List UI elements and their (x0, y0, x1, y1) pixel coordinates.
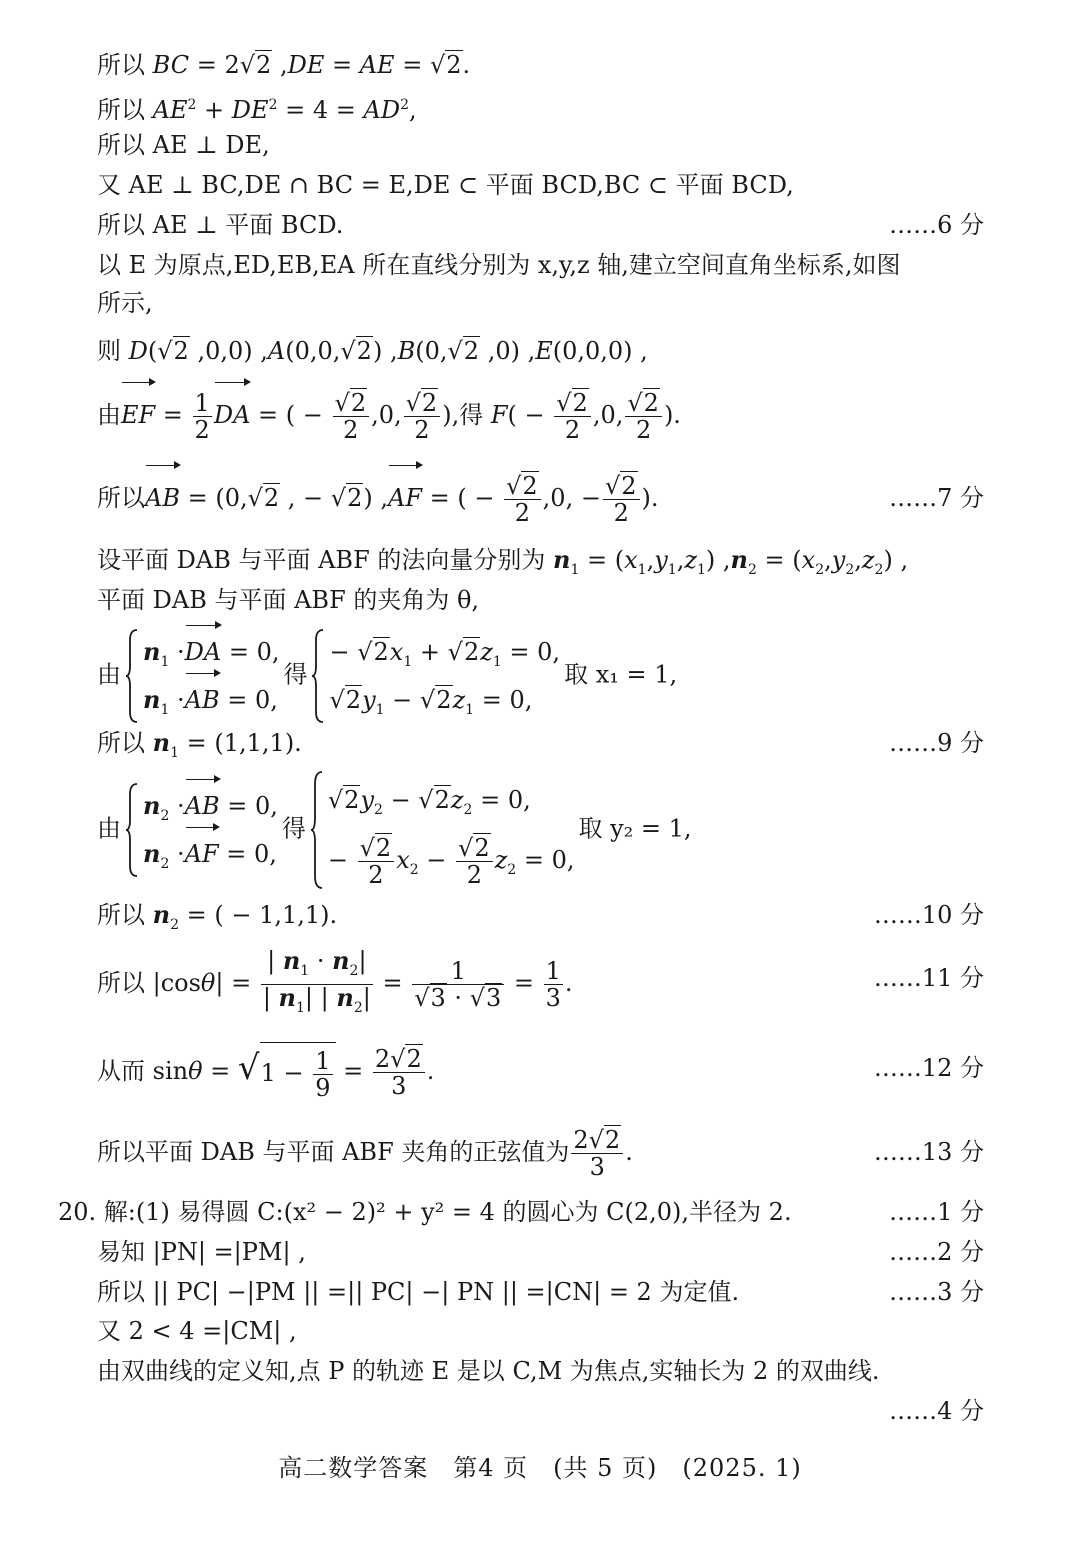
q20-line-3: 所以 || PC| −|PM || =|| PC| −| PN || =|CN| = 2 为定值. (97, 1278, 740, 1306)
line-cos-theta: 所以 |cosθ| = $\frac{| n_1 \cdot n_2|}{| n_1| | n_2|}$ = $\frac{1}{√3 \cdot √3}$ = $\frac{1}{3}$ . (97, 946, 573, 1016)
q20-score-1: ……1 分 (889, 1198, 984, 1226)
line-coordinate-system: 以 E 为原点,ED,EB,EA 所在直线分别为 x,y,z 轴,建立空间直角坐标系,如图 (97, 251, 901, 279)
score-11: ……11 分 (873, 964, 984, 992)
line-ae-perp-plane: 所以 AE ⊥ 平面 BCD. (97, 211, 344, 239)
system-2: 由 $n_2 \cdot AB = 0$, $n_2 \cdot AF = 0$, 得 $√2y_2 - √2z_2 = 0$, − $\frac{√2}{2}$ $x_2$ − $\frac{√2}{2}$ $z_2 = 0$, 取 y₂ = 1, (97, 770, 692, 890)
q20-line-4: 又 2 < 4 =|CM| , (97, 1317, 297, 1345)
q20-score-3: ……3 分 (889, 1278, 984, 1306)
page-footer: 高二数学答案 第4 页 (共 5 页) (2025. 1) (278, 1454, 802, 1482)
q20-line-1: 20. 解:(1) 易得圆 C:(x² − 2)² + y² = 4 的圆心为 C(2,0),半径为 2. (58, 1198, 792, 1226)
line-pythagoras: 所以 $AE^2 + DE^2 = 4 = AD^2$, (97, 96, 417, 124)
line-n2-result: 所以 $n_2$ = ( − 1,1,1). (97, 900, 338, 933)
line-vectors-ab-af: 所以AB = (0,√2 , − √2) ,AF = ( − $\frac{√2}{2}$ ,0, − $\frac{√2}{2}$ ). (97, 468, 659, 528)
score-7: ……7 分 (889, 484, 984, 512)
score-12: ……12 分 (873, 1054, 984, 1082)
score-10: ……10 分 (873, 901, 984, 929)
system-1: 由 $n_1 \cdot DA = 0$, $n_1 \cdot AB = 0$, 得 − $√2x_1 + √2z_1 = 0$, $√2y_1 - √2z_1 = 0$, 取 x₁ = 1, (97, 628, 677, 724)
line-n1-result: 所以 $n_1 = (1,1,1)$. (97, 728, 302, 761)
line-ae-perp-bc: 又 AE ⊥ BC,DE ∩ BC = E,DE ⊂ 平面 BCD,BC ⊂ 平面 BCD, (97, 171, 794, 199)
score-9: ……9 分 (889, 729, 984, 757)
line-angle-theta: 平面 DAB 与平面 ABF 的夹角为 θ, (97, 586, 480, 614)
line-coordinates: 则 D(√2 ,0,0) ,A(0,0,√2) ,B(0,√2 ,0) ,E(0,0,0) , (97, 337, 648, 365)
score-6: ……6 分 (889, 211, 984, 239)
q20-line-5: 由双曲线的定义知,点 P 的轨迹 E 是以 C,M 为焦点,实轴长为 2 的双曲线. (97, 1357, 880, 1385)
score-13: ……13 分 (873, 1138, 984, 1166)
line-vector-ef: 由EF = $\frac{1}{2}$ DA = ( − $\frac{√2}{2}$ ,0, $\frac{√2}{2}$ ),得 F( − $\frac{√2}{2}$ ,0, $\frac{√2}{2}$ ). (97, 385, 681, 445)
line-final-sine: 所以平面 DAB 与平面 ABF 夹角的正弦值为 $\frac{2√2}{3}$ . (97, 1126, 633, 1181)
line-bc-de: 所以 BC = 2√2 ,DE = AE = √2. (97, 51, 471, 79)
line-sin-theta: 从而 sinθ = √1 − $\frac{1}{9}$ = $\frac{2√2}{3}$ . (97, 1038, 434, 1103)
q20-score-2: ……2 分 (889, 1238, 984, 1266)
line-ae-perp-de: 所以 AE ⊥ DE, (97, 131, 270, 159)
line-normal-vectors: 设平面 DAB 与平面 ABF 的法向量分别为 $n_1 = (x_1,y_1,z_1) ,n_2 = (x_2,y_2,z_2)$ , (97, 545, 909, 578)
line-as-shown: 所示, (97, 289, 153, 317)
q20-score-4: ……4 分 (889, 1397, 984, 1425)
q20-line-2: 易知 |PN| =|PM| , (97, 1238, 306, 1266)
